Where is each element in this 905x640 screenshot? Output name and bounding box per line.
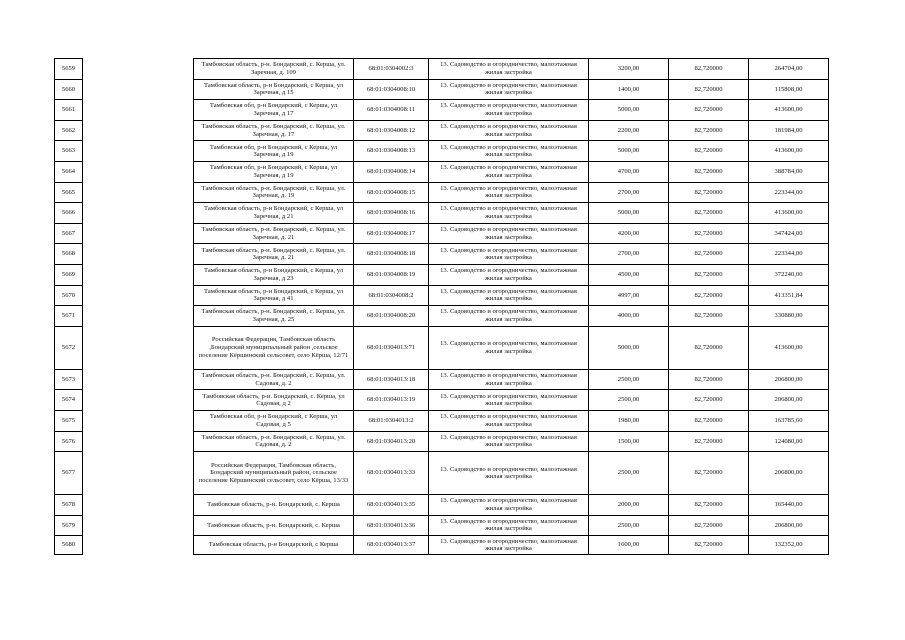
- row-number-cell: 5676: [55, 431, 83, 452]
- land-use-cell: 13. Садоводство и огородничество, малоэтажная жилая застройка: [429, 59, 589, 80]
- land-plots-table: [54, 58, 829, 555]
- rate-cell: 82,720000: [669, 515, 749, 536]
- cadastral-value-cell: 223344,00: [749, 182, 829, 203]
- land-use-cell: 13. Садоводство и огородничество, малоэтажная жилая застройка: [429, 141, 589, 162]
- cadastral-value-cell: 413600,00: [749, 326, 829, 369]
- land-use-cell: 13. Садоводство и огородничество, малоэтажная жилая застройка: [429, 285, 589, 306]
- blank-cell: [83, 264, 194, 285]
- area-cell: 1500,00: [589, 431, 669, 452]
- cadastral-value-cell: 163785,60: [749, 410, 829, 431]
- land-use-cell: 13. Садоводство и огородничество, малоэтажная жилая застройка: [429, 223, 589, 244]
- cadastral-number-cell: 68:01:0304008:15: [354, 182, 429, 203]
- area-cell: 3200,00: [589, 59, 669, 80]
- row-number-cell: 5680: [55, 536, 83, 555]
- cadastral-number-cell: 68:01:0304008:13: [354, 141, 429, 162]
- row-number-cell: 5664: [55, 161, 83, 182]
- cadastral-value-cell: 264704,00: [749, 59, 829, 80]
- land-use-cell: 13. Садоводство и огородничество, малоэтажная жилая застройка: [429, 100, 589, 121]
- row-number-cell: 5679: [55, 515, 83, 536]
- area-cell: 2500,00: [589, 369, 669, 390]
- cadastral-number-cell: 68:01:0304013:20: [354, 431, 429, 452]
- table-row: [55, 431, 829, 452]
- cadastral-number-cell: 68:01:0304008:17: [354, 223, 429, 244]
- blank-cell: [83, 410, 194, 431]
- table-row: [55, 369, 829, 390]
- row-number-cell: 5659: [55, 59, 83, 80]
- cadastral-value-cell: 206800,00: [749, 369, 829, 390]
- land-use-cell: 13. Садоводство и огородничество, малоэтажная жилая застройка: [429, 161, 589, 182]
- cadastral-value-cell: 388784,00: [749, 161, 829, 182]
- cadastral-number-cell: 68:01:0304008:12: [354, 120, 429, 141]
- cadastral-number-cell: 68:01:0304008:11: [354, 100, 429, 121]
- table-row: [55, 100, 829, 121]
- blank-cell: [83, 100, 194, 121]
- blank-cell: [83, 431, 194, 452]
- land-use-cell: 13. Садоводство и огородничество, малоэтажная жилая застройка: [429, 120, 589, 141]
- area-cell: 2500,00: [589, 452, 669, 495]
- blank-cell: [83, 285, 194, 306]
- cadastral-value-cell: 347424,00: [749, 223, 829, 244]
- rate-cell: 82,720000: [669, 306, 749, 327]
- land-use-cell: 13. Садоводство и огородничество, малоэтажная жилая застройка: [429, 79, 589, 100]
- rate-cell: 82,720000: [669, 369, 749, 390]
- area-cell: 2500,00: [589, 515, 669, 536]
- land-use-cell: 13. Садоводство и огородничество, малоэтажная жилая застройка: [429, 390, 589, 411]
- row-number-cell: 5672: [55, 326, 83, 369]
- row-number-cell: 5663: [55, 141, 83, 162]
- table-row: [55, 264, 829, 285]
- row-number-cell: 5661: [55, 100, 83, 121]
- cadastral-number-cell: 68:01:0304008:10: [354, 79, 429, 100]
- blank-cell: [83, 515, 194, 536]
- blank-cell: [83, 306, 194, 327]
- row-number-cell: 5669: [55, 264, 83, 285]
- cadastral-number-cell: 68:01:0304008:18: [354, 244, 429, 265]
- row-number-cell: 5667: [55, 223, 83, 244]
- rate-cell: 82,720000: [669, 452, 749, 495]
- address-cell: Тамбовская область, р-н. Бондарский, с. Керша, ул. Заречная, д. 21: [194, 244, 354, 265]
- cadastral-number-cell: 68:01:0304008:19: [354, 264, 429, 285]
- cadastral-value-cell: 223344,00: [749, 244, 829, 265]
- row-number-cell: 5666: [55, 203, 83, 224]
- address-cell: Тамбовская обл, р-н Бондарский, с Керша, ул Заречная, д 17: [194, 100, 354, 121]
- row-number-cell: 5668: [55, 244, 83, 265]
- cadastral-number-cell: 68:01:0304013:18: [354, 369, 429, 390]
- rate-cell: 82,720000: [669, 182, 749, 203]
- rate-cell: 82,720000: [669, 244, 749, 265]
- cadastral-value-cell: 124080,00: [749, 431, 829, 452]
- land-use-cell: 13. Садоводство и огородничество, малоэтажная жилая застройка: [429, 182, 589, 203]
- row-number-cell: 5678: [55, 495, 83, 516]
- area-cell: 2200,00: [589, 120, 669, 141]
- cadastral-number-cell: 68:01:0304008:20: [354, 306, 429, 327]
- blank-cell: [83, 536, 194, 555]
- land-use-cell: 13. Садоводство и огородничество, малоэтажная жилая застройка: [429, 515, 589, 536]
- rate-cell: 82,720000: [669, 59, 749, 80]
- cadastral-value-cell: 413600,00: [749, 141, 829, 162]
- table-row: [55, 515, 829, 536]
- row-number-cell: 5660: [55, 79, 83, 100]
- land-use-cell: 13. Садоводство и огородничество, малоэтажная жилая застройка: [429, 452, 589, 495]
- address-cell: Тамбовская область, р-н. Бондарский, с. Керша: [194, 515, 354, 536]
- rate-cell: 82,720000: [669, 120, 749, 141]
- rate-cell: 82,720000: [669, 161, 749, 182]
- address-cell: Тамбовская область, р-н. Бондарский, с. Керша, ул. Садовая, д. 2: [194, 369, 354, 390]
- address-cell: Тамбовская область, р-н Бондарский, с Керша, ул Заречная, д 41: [194, 285, 354, 306]
- blank-cell: [83, 223, 194, 244]
- land-use-cell: 13. Садоводство и огородничество, малоэтажная жилая застройка: [429, 203, 589, 224]
- table-row: [55, 203, 829, 224]
- table-row: [55, 79, 829, 100]
- address-cell: Тамбовская область, р-н. Бондарский, с. Керша, ул. Заречная, д. 25: [194, 306, 354, 327]
- row-number-cell: 5677: [55, 452, 83, 495]
- cadastral-value-cell: 206800,00: [749, 515, 829, 536]
- cadastral-number-cell: 68:01:0304013:33: [354, 452, 429, 495]
- area-cell: 4997,00: [589, 285, 669, 306]
- land-use-cell: 13. Садоводство и огородничество, малоэтажная жилая застройка: [429, 536, 589, 555]
- cadastral-number-cell: 68:01:0304008:16: [354, 203, 429, 224]
- address-cell: Тамбовская область, р-н Бондарский, с Керша, ул Заречная, д 21: [194, 203, 354, 224]
- land-use-cell: 13. Садоводство и огородничество, малоэтажная жилая застройка: [429, 326, 589, 369]
- rate-cell: 82,720000: [669, 390, 749, 411]
- cadastral-value-cell: 206800,00: [749, 452, 829, 495]
- table-body: [55, 59, 829, 555]
- rate-cell: 82,720000: [669, 223, 749, 244]
- blank-cell: [83, 326, 194, 369]
- address-cell: Тамбовская обл, р-н Бондарский, с Керша, ул Заречная, д 19: [194, 161, 354, 182]
- row-number-cell: 5675: [55, 410, 83, 431]
- address-cell: Тамбовская область, р-н Бондарский, с Керша, ул Заречная, д 23: [194, 264, 354, 285]
- cadastral-number-cell: 68:01:0304008:14: [354, 161, 429, 182]
- area-cell: 1980,00: [589, 410, 669, 431]
- address-cell: Тамбовская обл, р-н Бондарский, с Керша, ул Садовая, д 5: [194, 410, 354, 431]
- blank-cell: [83, 369, 194, 390]
- blank-cell: [83, 182, 194, 203]
- blank-cell: [83, 141, 194, 162]
- table-row: [55, 59, 829, 80]
- table-row: [55, 244, 829, 265]
- cadastral-value-cell: 165440,00: [749, 495, 829, 516]
- area-cell: 5000,00: [589, 100, 669, 121]
- row-number-cell: 5673: [55, 369, 83, 390]
- table-row: [55, 141, 829, 162]
- address-cell: Тамбовская область, р-н Бондарский, с Керша, ул Заречная, д 15: [194, 79, 354, 100]
- cadastral-value-cell: 330880,00: [749, 306, 829, 327]
- blank-cell: [83, 120, 194, 141]
- rate-cell: 82,720000: [669, 203, 749, 224]
- address-cell: Тамбовская область, р-н. Бондарский, с. Керша, ул. Заречная, д. 19: [194, 182, 354, 203]
- blank-cell: [83, 495, 194, 516]
- table-row: [55, 410, 829, 431]
- area-cell: 2000,00: [589, 495, 669, 516]
- document-sheet: [54, 58, 829, 555]
- table-row: [55, 285, 829, 306]
- area-cell: 4500,00: [589, 264, 669, 285]
- table-row: [55, 161, 829, 182]
- land-use-cell: 13. Садоводство и огородничество, малоэтажная жилая застройка: [429, 410, 589, 431]
- land-use-cell: 13. Садоводство и огородничество, малоэтажная жилая застройка: [429, 495, 589, 516]
- rate-cell: 82,720000: [669, 79, 749, 100]
- area-cell: 2700,00: [589, 182, 669, 203]
- address-cell: Российская Федерация, Тамбовская область, Бондарский муниципальный район, сельское поселение Кёршинский сельсовет, село Кёрша, 13/33: [194, 452, 354, 495]
- blank-cell: [83, 79, 194, 100]
- cadastral-value-cell: 413600,00: [749, 100, 829, 121]
- area-cell: 2500,00: [589, 390, 669, 411]
- row-number-cell: 5665: [55, 182, 83, 203]
- area-cell: 5000,00: [589, 203, 669, 224]
- land-use-cell: 13. Садоводство и огородничество, малоэтажная жилая застройка: [429, 264, 589, 285]
- cadastral-value-cell: 413600,00: [749, 203, 829, 224]
- table-row: [55, 495, 829, 516]
- cadastral-value-cell: 206800,00: [749, 390, 829, 411]
- rate-cell: 82,720000: [669, 285, 749, 306]
- blank-cell: [83, 59, 194, 80]
- row-number-cell: 5674: [55, 390, 83, 411]
- cadastral-number-cell: 68:01:0304013:36: [354, 515, 429, 536]
- cadastral-number-cell: 68:01:0304002:3: [354, 59, 429, 80]
- rate-cell: 82,720000: [669, 326, 749, 369]
- rate-cell: 82,720000: [669, 495, 749, 516]
- rate-cell: 82,720000: [669, 431, 749, 452]
- blank-cell: [83, 244, 194, 265]
- land-use-cell: 13. Садоводство и огородничество, малоэтажная жилая застройка: [429, 369, 589, 390]
- address-cell: Тамбовская область, р-н Бондарский, с Керша: [194, 536, 354, 555]
- address-cell: Тамбовская обл, р-н Бондарский, с Керша, ул Заречная, д 19: [194, 141, 354, 162]
- rate-cell: 82,720000: [669, 264, 749, 285]
- table-row: [55, 536, 829, 555]
- rate-cell: 82,720000: [669, 410, 749, 431]
- table-row: [55, 306, 829, 327]
- cadastral-value-cell: 132352,00: [749, 536, 829, 555]
- table-row: [55, 223, 829, 244]
- cadastral-value-cell: 372240,00: [749, 264, 829, 285]
- address-cell: Тамбовская область, р-н. Бондарский, с. Керша, ул. Заречная, д. 109: [194, 59, 354, 80]
- cadastral-number-cell: 68:01:0304013:19: [354, 390, 429, 411]
- row-number-cell: 5662: [55, 120, 83, 141]
- cadastral-number-cell: 68:01:0304013:35: [354, 495, 429, 516]
- address-cell: Тамбовская область, р-н. Бондарский, с. Керша, ул. Садовая, д. 2: [194, 431, 354, 452]
- cadastral-value-cell: 115808,00: [749, 79, 829, 100]
- table-row: [55, 120, 829, 141]
- area-cell: 1600,00: [589, 536, 669, 555]
- rate-cell: 82,720000: [669, 536, 749, 555]
- cadastral-number-cell: 68:01:0304008:2: [354, 285, 429, 306]
- rate-cell: 82,720000: [669, 100, 749, 121]
- land-use-cell: 13. Садоводство и огородничество, малоэтажная жилая застройка: [429, 244, 589, 265]
- area-cell: 1400,00: [589, 79, 669, 100]
- area-cell: 4200,00: [589, 223, 669, 244]
- land-use-cell: 13. Садоводство и огородничество, малоэтажная жилая застройка: [429, 431, 589, 452]
- cadastral-value-cell: 181984,00: [749, 120, 829, 141]
- area-cell: 2700,00: [589, 244, 669, 265]
- table-row: [55, 390, 829, 411]
- address-cell: Тамбовская область, р-н. Бондарский, с. Керша, ул. Заречная, д. 21: [194, 223, 354, 244]
- blank-cell: [83, 452, 194, 495]
- cadastral-value-cell: 413351,84: [749, 285, 829, 306]
- table-row: [55, 326, 829, 369]
- area-cell: 5000,00: [589, 326, 669, 369]
- rate-cell: 82,720000: [669, 141, 749, 162]
- blank-cell: [83, 161, 194, 182]
- address-cell: Тамбовская область, р-н. Бондарский, с. Керша, ул. Заречная, д. 17: [194, 120, 354, 141]
- address-cell: Российская Федерация, Тамбовская область ,Бондарский муниципальный район ,сельское поселение Кёршинский сельсовет, село Кёрша, 12/71: [194, 326, 354, 369]
- cadastral-number-cell: 68:01:0304013:71: [354, 326, 429, 369]
- address-cell: Тамбовская область, р-н. Бондарский, с. Керша, ул Садовая, д 2: [194, 390, 354, 411]
- area-cell: 5000,00: [589, 141, 669, 162]
- area-cell: 4700,00: [589, 161, 669, 182]
- address-cell: Тамбовская область, р-н. Бондарский, с. Керша: [194, 495, 354, 516]
- area-cell: 4000,00: [589, 306, 669, 327]
- cadastral-number-cell: 68:01:0304013:37: [354, 536, 429, 555]
- land-use-cell: 13. Садоводство и огородничество, малоэтажная жилая застройка: [429, 306, 589, 327]
- table-row: [55, 182, 829, 203]
- cadastral-number-cell: 68:01:0304013:2: [354, 410, 429, 431]
- blank-cell: [83, 203, 194, 224]
- row-number-cell: 5671: [55, 306, 83, 327]
- table-row: [55, 452, 829, 495]
- row-number-cell: 5670: [55, 285, 83, 306]
- blank-cell: [83, 390, 194, 411]
